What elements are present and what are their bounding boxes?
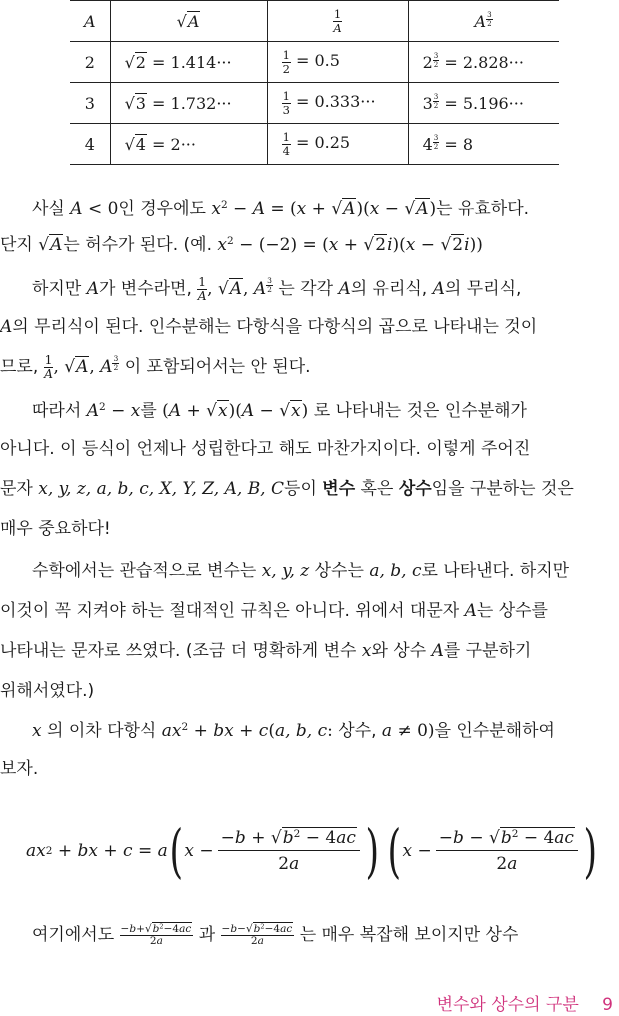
page-number: 9 (602, 995, 613, 1015)
paragraph-line (0, 434, 530, 474)
paragraph-line: x 의 이차 다항식 $ax^2$ + bx + c(a, b, c: 상수, a ≠ 0)을 인수분해하여 (32, 721, 555, 741)
cell-sqrt: √3 = 1.732··· (110, 83, 267, 124)
root-fraction-plus: $\frac{-b + √b^2 - 4ac}{2a}$ (218, 828, 360, 874)
text-span: 인 경우에도 (118, 199, 206, 219)
text-span: 를 (140, 401, 157, 421)
paragraph-line: 므로, $\frac{1}{A}$ , √A, A $^{\frac{3}{2}}$ 이 포함되어서는 안 된다. (0, 353, 311, 381)
header-a: A (70, 1, 110, 42)
paragraph-line: 하지만 A가 변수라면, $\frac{1}{A}$ , √A, A $^{\frac{3}{2}}$ 는 각각 A의 유리식, A의 무리식, (32, 275, 522, 303)
text-span: 단지 (0, 235, 33, 255)
cell-inverse: $\frac{1}{3}$ = 0.333··· (267, 83, 408, 124)
text-span: 는 각각 (278, 279, 334, 299)
text-span: 사실 (32, 199, 65, 219)
table-header-row (70, 1, 559, 42)
text-span: 아니다. 이 등식이 언제나 성립한다고 해도 마찬가지이다. 이렇게 주어진 (0, 439, 531, 459)
text-span: 로 나타낸다. 하지만 (421, 561, 570, 581)
table-row (70, 124, 559, 165)
text-span: 나타내는 문자로 쓰였다. (조금 더 명확하게 변수 (0, 641, 357, 661)
text-span: 는 상수를 (476, 601, 548, 621)
paragraph-line: 따라서 $A^2 - x$를 (A + √x)(A − √x) 로 나타내는 것은 인수분해가 (32, 401, 527, 421)
paragraph-line: 이것이 꼭 지켜야 하는 절대적인 규칙은 아니다. 위에서 대문자 A는 상수를 (0, 601, 548, 621)
header-power: A $^{\frac{3}{2}}$ (408, 1, 559, 42)
header-sqrt: √A (110, 1, 267, 42)
root-fraction-minus: $\frac{-b - √b^2 - 4ac}{2a}$ (436, 828, 578, 874)
paragraph-line: 여기에서도 $\frac{-b+√b^2-4ac}{2a}$ 과 $\frac{-b-√b^2-4ac}{2a}$ 는 매우 복잡해 보이지만 상수 (32, 922, 519, 947)
text-span: 과 (198, 925, 216, 945)
values-table (70, 0, 559, 165)
cell-sqrt: √4 = 2··· (110, 124, 267, 165)
cell-inverse: $\frac{1}{2}$ = 0.5 (267, 42, 408, 83)
text-span: 는 허수가 된다. (예. (63, 235, 212, 255)
text-span: 임을 구분하는 것은 (431, 479, 574, 499)
text-span: 는 매우 복잡해 보이지만 상수 (299, 925, 519, 945)
text-span: 이것이 꼭 지켜야 하는 절대적인 규칙은 아니다. 위에서 대문자 (0, 601, 460, 621)
cell-sqrt: √2 = 1.414··· (110, 42, 267, 83)
text-span: 혹은 (360, 479, 394, 499)
text-span: 위해서였다.) (0, 681, 95, 701)
paragraph-line (0, 754, 38, 794)
quadratic-factorization-equation: ax 2 + bx + c = a ( x − $\frac{-b + √b^2 - 4ac}{2a}$ ) ( x − $\frac{-b - √b^2 - 4ac}{2a}$ ) (26, 817, 598, 885)
table-row (70, 42, 559, 83)
text-span: 를 구분하기 (443, 641, 532, 661)
header-inverse: $\frac{1}{A}$ (267, 1, 408, 42)
text-span: 의 유리식, (350, 279, 428, 299)
text-span: 로 나타내는 것은 인수분해가 (313, 401, 527, 421)
text-span: 의 이차 다항식 (47, 721, 157, 741)
cell-a: 2 (70, 42, 110, 83)
text-span: 는 유효하다. (436, 199, 530, 219)
cell-power: 2 $^{\frac{3}{2}}$ = 2.828··· (408, 42, 559, 83)
text-span: 여기에서도 (32, 925, 115, 945)
text-span: 따라서 (32, 401, 82, 421)
cell-power: 3 $^{\frac{3}{2}}$ = 5.196··· (408, 83, 559, 124)
paragraph-line (0, 676, 94, 716)
text-span: 상수, (338, 721, 377, 741)
paragraph-line: 수학에서는 관습적으로 변수는 x, y, z 상수는 a, b, c로 나타낸다. 하지만 (32, 561, 570, 581)
text-span: 을 인수분해하여 (434, 721, 555, 741)
table-row (70, 83, 559, 124)
cell-a: 3 (70, 83, 110, 124)
paragraph-line: 사실 A < 0인 경우에도 $x^2 - A = (x + √A)(x - √A)$는 유효하다. (32, 199, 530, 219)
text-span: 등이 (284, 479, 317, 499)
bold-term: 상수 (398, 479, 432, 499)
text-span: 하지만 (32, 279, 82, 299)
text-span: 보자. (0, 759, 39, 779)
paragraph-line: 단지 √A는 허수가 된다. (예. $x^2 - (-2) = (x + √2i)(x - √2i)$) (0, 235, 483, 255)
footer-title: 변수와 상수의 구분 (436, 995, 579, 1015)
cell-a: 4 (70, 124, 110, 165)
cell-inverse: $\frac{1}{4}$ = 0.25 (267, 124, 408, 165)
bold-term: 변수 (322, 479, 356, 499)
paragraph-line: 나타내는 문자로 쓰였다. (조금 더 명확하게 변수 x와 상수 A를 구분하기 (0, 641, 532, 661)
text-span: 므로, (0, 357, 39, 377)
text-span: 와 상수 (371, 641, 427, 661)
text-span: 의 무리식, (444, 279, 522, 299)
paragraph-line: 문자 x, y, z, a, b, c, X, Y, Z, A, B, C등이 변수 혹은 상수임을 구분하는 것은 (0, 479, 574, 499)
text-span: 매우 중요하다! (0, 519, 111, 539)
text-span: 가 변수라면, (98, 279, 192, 299)
page-footer (437, 990, 613, 1015)
cell-power: 4 $^{\frac{3}{2}}$ = 8 (408, 124, 559, 165)
text-span: 의 무리식이 된다. 인수분해는 다항식을 다항식의 곱으로 나타내는 것이 (12, 317, 538, 337)
text-span: 이 포함되어서는 안 된다. (124, 357, 311, 377)
text-span: 상수는 (314, 561, 364, 581)
paragraph-line: A의 무리식이 된다. 인수분해는 다항식을 다항식의 곱으로 나타내는 것이 (0, 317, 538, 337)
text-span: 문자 (0, 479, 33, 499)
paragraph-line (0, 514, 111, 554)
text-span: 수학에서는 관습적으로 변수는 (32, 561, 257, 581)
